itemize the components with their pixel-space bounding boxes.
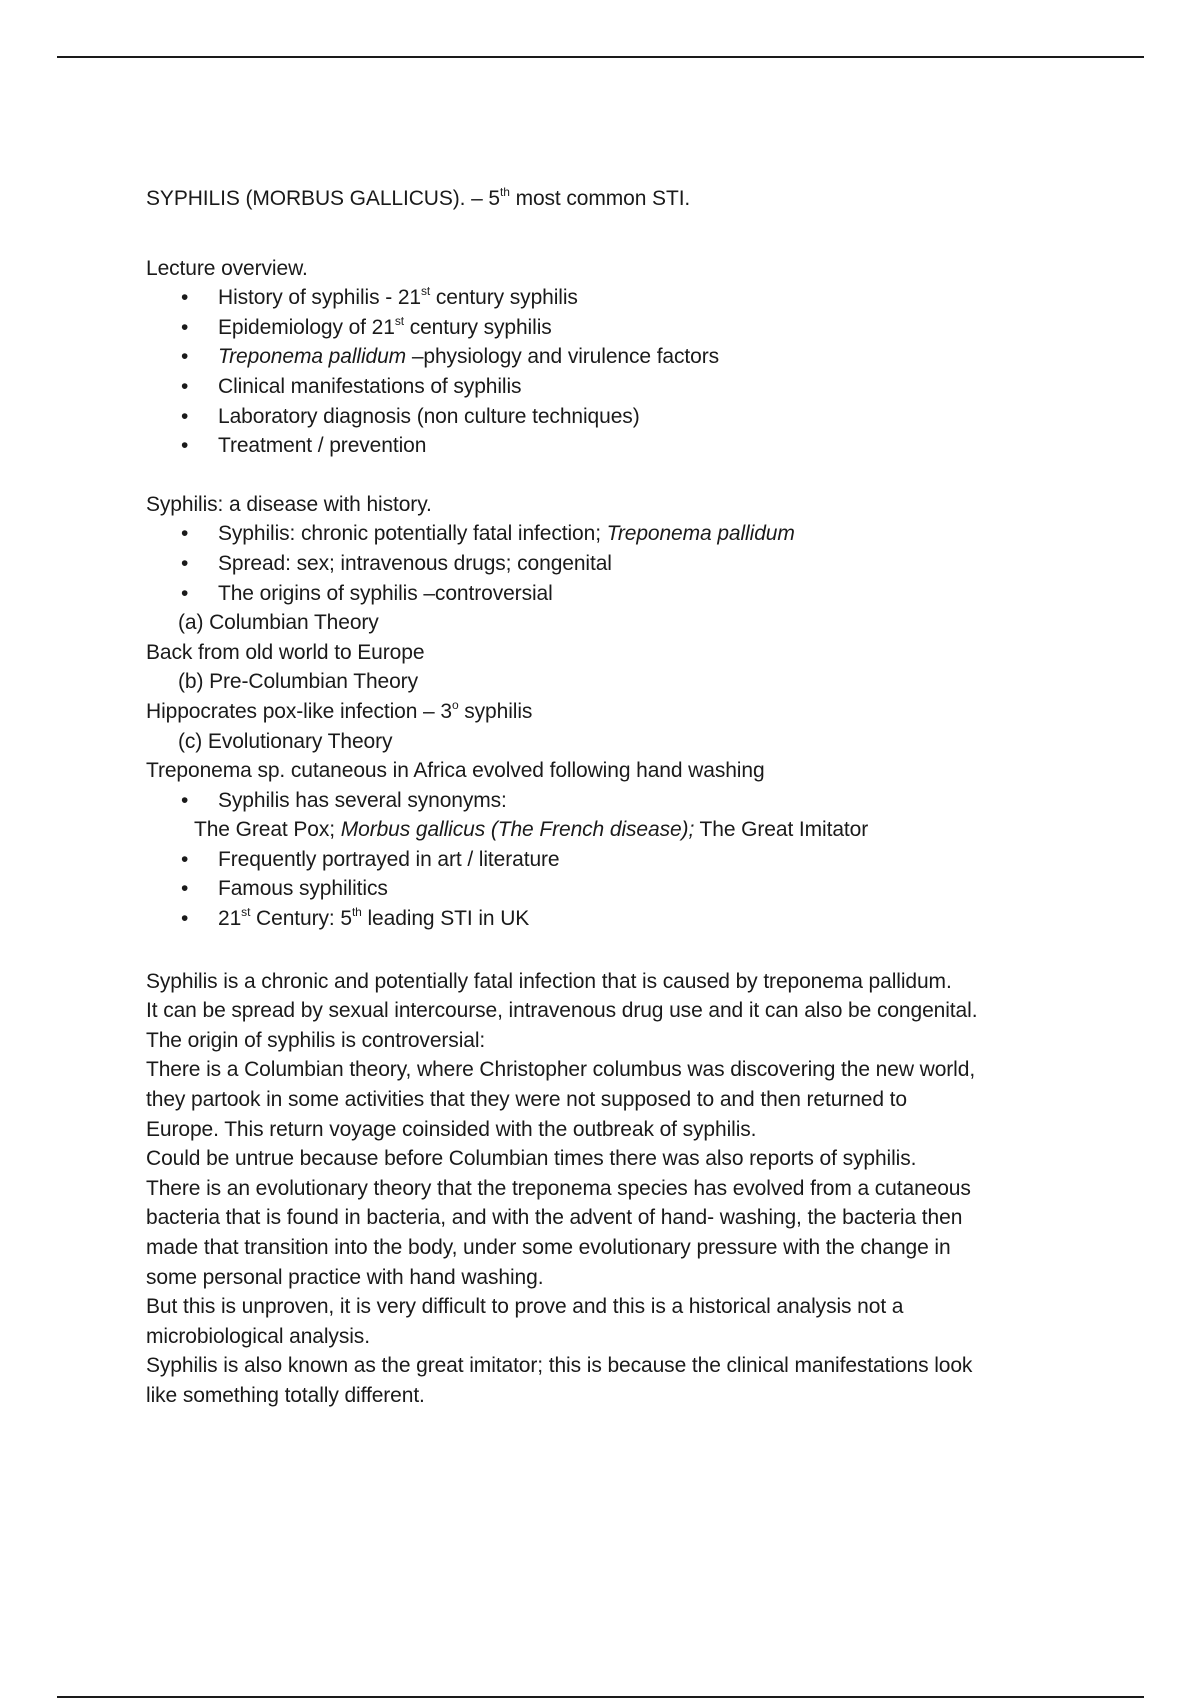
bullet-icon: • bbox=[181, 286, 189, 310]
list-item: • Spread: sex; intravenous drugs; congenital bbox=[146, 549, 1046, 579]
note-line: Could be untrue because before Columbian times there was also reports of syphilis. bbox=[146, 1147, 917, 1171]
note-line: they partook in some activities that they were not supposed to and then returned to bbox=[146, 1088, 908, 1112]
note-line: bacteria that is found in bacteria, and with the advent of hand- washing, the bacteria then bbox=[146, 1206, 963, 1230]
note-line: Europe. This return voyage coinsided with the outbreak of syphilis. bbox=[146, 1117, 757, 1141]
bullet-icon: • bbox=[181, 315, 189, 339]
bullet-icon: • bbox=[181, 847, 189, 871]
theory-a-text: Back from old world to Europe bbox=[146, 640, 425, 664]
list-item: • Syphilis has several synonyms: bbox=[146, 786, 1046, 816]
list-item: • Famous syphilitics bbox=[146, 874, 1046, 904]
bullet-icon: • bbox=[181, 788, 189, 812]
note-line: But this is unproven, it is very difficult to prove and this is a historical analysis not a bbox=[146, 1295, 904, 1319]
note-line: There is a Columbian theory, where Christopher columbus was discovering the new world, bbox=[146, 1058, 976, 1082]
list-item: • Frequently portrayed in art / literature bbox=[146, 845, 1046, 875]
theory-b-text: Hippocrates pox-like infection – 3$^o$ syphilis bbox=[146, 697, 533, 723]
list-item: • Treponema pallidum –physiology and virulence factors bbox=[146, 342, 1046, 372]
notes-paragraph bbox=[146, 967, 1046, 1411]
theory-b-label: (b) Pre-Columbian Theory bbox=[178, 670, 418, 694]
bullet-icon: • bbox=[181, 522, 189, 546]
list-item: • Laboratory diagnosis (non culture techniques) bbox=[146, 402, 1046, 432]
overview-list bbox=[146, 283, 1046, 461]
bullet-icon: • bbox=[181, 877, 189, 901]
bullet-icon: • bbox=[181, 404, 189, 428]
history-list-3 bbox=[146, 845, 1046, 934]
bullet-icon: • bbox=[181, 907, 189, 931]
history-list bbox=[146, 519, 1046, 608]
note-line: made that transition into the body, under some evolutionary pressure with the change in bbox=[146, 1236, 951, 1259]
list-item: • The origins of syphilis –controversial bbox=[146, 579, 1046, 609]
history-list-2 bbox=[146, 786, 1046, 816]
bullet-icon: • bbox=[181, 374, 189, 398]
note-line: some personal practice with hand washing. bbox=[146, 1265, 544, 1289]
note-line: There is an evolutionary theory that the treponema species has evolved from a cutaneous bbox=[146, 1176, 971, 1200]
document-title: SYPHILIS (MORBUS GALLICUS). – 5th most common STI. bbox=[146, 185, 691, 210]
footer-rule bbox=[57, 1696, 1144, 1698]
history-heading: Syphilis: a disease with history. bbox=[146, 492, 432, 516]
list-item: • History of syphilis - 21st century syphilis bbox=[146, 283, 1046, 313]
theory-c-text: Treponema sp. cutaneous in Africa evolved following hand washing bbox=[146, 759, 765, 783]
overview-heading: Lecture overview. bbox=[146, 256, 308, 280]
bullet-icon: • bbox=[181, 345, 189, 369]
bullet-icon: • bbox=[181, 551, 189, 575]
note-line: Syphilis is a chronic and potentially fatal infection that is caused by treponema pallidum. bbox=[146, 969, 952, 993]
theory-a-label: (a) Columbian Theory bbox=[178, 611, 379, 635]
note-line: Syphilis is also known as the great imitator; this is because the clinical manifestations look bbox=[146, 1354, 973, 1378]
header-rule bbox=[57, 56, 1144, 58]
note-line: microbiological analysis. bbox=[146, 1324, 370, 1348]
list-item: • Clinical manifestations of syphilis bbox=[146, 372, 1046, 402]
list-item: • Treatment / prevention bbox=[146, 431, 1046, 461]
list-item: • 21st Century: 5th leading STI in UK bbox=[146, 904, 1046, 934]
synonyms-line: The Great Pox; Morbus gallicus (The French disease); The Great Imitator bbox=[194, 818, 869, 842]
list-item: • Epidemiology of 21st century syphilis bbox=[146, 313, 1046, 343]
document-body bbox=[146, 184, 1046, 1411]
list-item: • Syphilis: chronic potentially fatal infection; Treponema pallidum bbox=[146, 519, 1046, 549]
note-line: The origin of syphilis is controversial: bbox=[146, 1028, 486, 1052]
note-line: like something totally different. bbox=[146, 1383, 425, 1407]
bullet-icon: • bbox=[181, 434, 189, 458]
note-line: It can be spread by sexual intercourse, intravenous drug use and it can also be congenital. bbox=[146, 999, 978, 1023]
theory-c-label: (c) Evolutionary Theory bbox=[178, 729, 393, 753]
bullet-icon: • bbox=[181, 581, 189, 605]
